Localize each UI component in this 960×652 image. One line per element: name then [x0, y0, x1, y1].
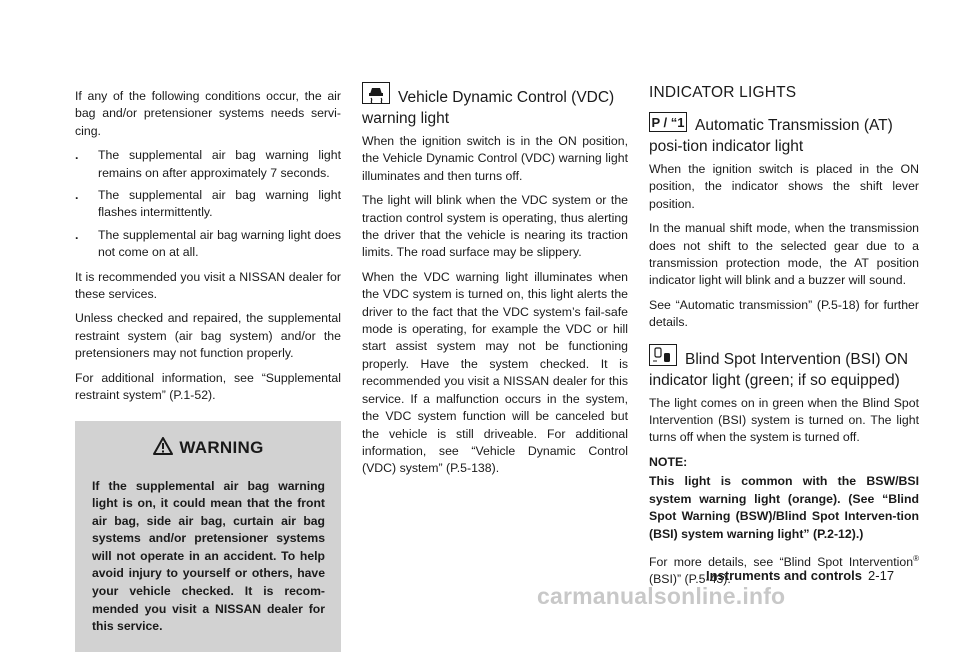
- more-details-paragraph: For more details, see “Blind Spot Intervention® (BSI)” (P.5-43).: [649, 553, 919, 587]
- section-title: INDICATOR LIGHTS: [649, 84, 797, 101]
- bsi-car-icon: [649, 344, 677, 371]
- vdc-heading: Vehicle Dynamic Control (VDC) warning light: [362, 82, 628, 128]
- bullet-mark: .: [75, 227, 79, 242]
- warning-title: WARNING: [179, 438, 264, 457]
- warning-box: [75, 421, 341, 652]
- bullet-mark: .: [75, 188, 79, 203]
- vdc-paragraph-1: When the ignition switch is in the ON position, the Vehicle Dynamic Control (VDC) warning light illuminates and then turns off.: [362, 134, 628, 183]
- at-position-icon: [649, 112, 687, 137]
- footer-section-title: Instruments and controls: [706, 568, 863, 583]
- note-label: NOTE:: [649, 454, 688, 469]
- condition-list: [75, 147, 341, 261]
- list-item: [75, 147, 341, 182]
- additional-info-paragraph: For additional information, see “Supplemental restraint system” (P.1-52).: [75, 370, 341, 403]
- right-column: [649, 84, 919, 596]
- bullet-text: The supplemental air bag warning light remains on after approximately 7 seconds.: [98, 148, 341, 180]
- dealer-paragraph: It is recommended you visit a NISSAN dealer for these services.: [75, 269, 341, 302]
- at-paragraph-3: See “Automatic transmission” (P.5-18) for further details.: [649, 297, 919, 330]
- bsi-heading: Blind Spot Intervention (BSI) ON indicator light (green; if so equipped): [649, 344, 919, 390]
- page-number: 2-17: [868, 568, 895, 583]
- bsi-paragraph-1: The light comes on in green when the Blind Spot Intervention (BSI) system is turned on. The light turns off when the system is turned off.: [649, 395, 919, 445]
- svg-text:P / “1: P / “1: [651, 115, 685, 130]
- warning-text: If the supplemental air bag warning light is on, it could mean that the front air bag, side air bag, curtain air bag systems and/or pretensioner systems will not operate in an accident. To help avoid injury to yourself or others, have your vehicle checked. It is recom-mended you visit a NISSAN dealer for this service.: [92, 478, 325, 634]
- left-column: [75, 88, 341, 652]
- at-heading: P / “1 Automatic Transmission (AT) posi-tion indicator light: [649, 112, 919, 156]
- note-paragraph: This light is common with the BSW/BSI system warning light (orange). (See “Blind Spot Warning (BSW)/Blind Spot Interven-tion (BSI) system warning light” (P.2-12).): [649, 474, 919, 541]
- page-footer: [706, 568, 894, 583]
- vdc-paragraph-3: When the VDC warning light illuminates when the VDC system is turned on, this light alerts the driver to the fact that the VDC system’s fail-safe mode is operating, for example the VDC or hill start assist system may not be functioning properly. Have the system checked. It is recommended you visit a NISSAN dealer for this service. If a malfunction occurs in the system, the VDC system function will be canceled but the vehicle is still driveable. For additional information, see “Vehicle Dynamic Control (VDC) system” (P.5-138).: [362, 269, 628, 476]
- list-item: [75, 227, 341, 262]
- warning-header: [92, 437, 325, 460]
- intro-paragraph: If any of the following conditions occur, the air bag and/or pretensioner systems needs servi-cing.: [75, 89, 341, 138]
- middle-column: [362, 82, 628, 485]
- at-paragraph-1: When the ignition switch is placed in the ON position, the indicator shows the shift lever position.: [649, 162, 919, 211]
- bullet-mark: .: [75, 148, 79, 163]
- bullet-text: The supplemental air bag warning light flashes intermittently.: [98, 188, 341, 220]
- unchecked-paragraph: Unless checked and repaired, the supplemental restraint system (air bag system) and/or the pretensioners may not function properly.: [75, 311, 341, 361]
- vdc-skid-icon: [362, 82, 390, 109]
- list-item: [75, 187, 341, 222]
- warning-triangle-icon: [153, 437, 173, 460]
- note-reference: Blind Spot Warning (BSW)/Blind Spot Interven-tion (BSI) system warning light: [649, 491, 919, 541]
- watermark: carmanualsonline.info: [537, 583, 786, 609]
- vdc-paragraph-2: The light will blink when the VDC system or the traction control system is operating, thus alerting the driver that the vehicle is nearing its traction limits. The road surface may be slippery.: [362, 193, 628, 260]
- at-paragraph-2: In the manual shift mode, when the transmission does not shift to the selected gear due to a transmission protection mode, the AT position indicator light will blink and a buzzer will sound.: [649, 221, 919, 288]
- bullet-text: The supplemental air bag warning light does not come on at all.: [98, 227, 341, 260]
